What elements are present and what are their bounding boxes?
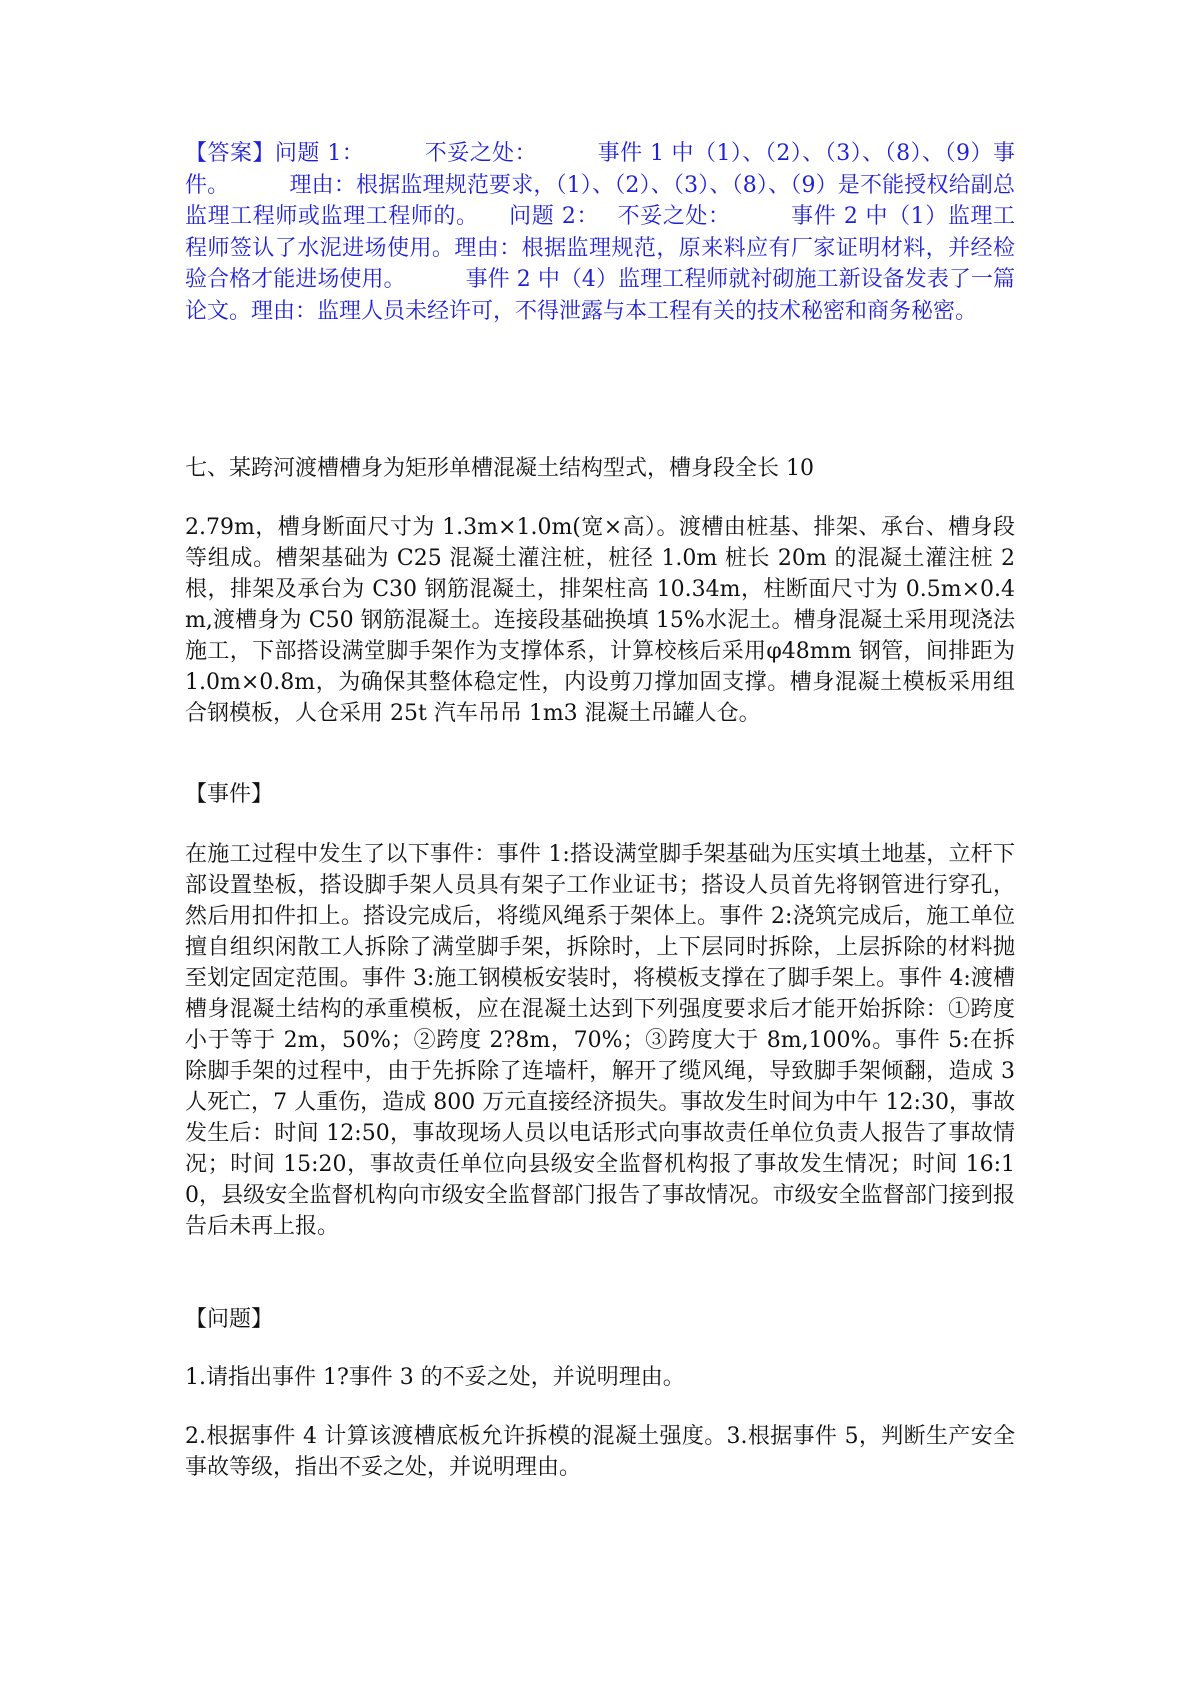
answer-q2-improper-label: 不妥之处： (617, 204, 731, 229)
question-heading: 【问题】 (185, 1307, 274, 1332)
answer-q2-item-1: 事件 2 中（1）监理工程师签认了水泥进场使用。理由：根据监理规范，原来料应有厂家证明材料，并经检验合格才能进场使用。 (185, 204, 1015, 292)
answer-q1-reason: 理由：根据监理规范要求，（1）、（2）、（3）、（8）、（9）是不能授权给副总监理工程师或监理工程师的。 (185, 172, 1015, 229)
question-item-2: 2.根据事件 4 计算该渡槽底板允许拆模的混凝土强度。3.根据事件 5，判断生产安全事故等级，指出不妥之处，并说明理由。 (185, 1424, 1015, 1480)
events-body: 在施工过程中发生了以下事件：事件 1:搭设满堂脚手架基础为压实填土地基，立杆下部设置垫板，搭设脚手架人员具有架子工作业证书；搭设人员首先将钢管进行穿孔，然后用扣件扣上。搭设完成后，将缆风绳系于架体上。事件 2:浇筑完成后，施工单位擅自组织闲散工人拆除了满堂脚手架，拆除时，上下层同时拆除，上层拆除的材料抛至划定固定范围。事件 3:施工钢模板安装时，将模板支撑在了脚手架上。事件 4:渡槽槽身混凝土结构的承重模板，应在混凝土达到下列强度要求后才能开始拆除：①跨度小于等于 2m，50%；②跨度 2?8m，70%；③跨度大于 8m,100%。事件 5:在拆除脚手架的过程中，由于先拆除了连墙杆，解开了缆风绳，导致脚手架倾翻，造成 3 人死亡，7 人重伤，造成 800 万元直接经济损失。事故发生时间为中午 12:30，事故发生后：时间 12:50，事故现场人员以电话形式向事故责任单位负责人报告了事故情况；时间 15:20，事故责任单位向县级安全监督机构报了事故发生情况；时间 16:10，县级安全监督机构向市级安全监督部门报告了事故情况。市级安全监督部门接到报告后未再上报。 (185, 842, 1015, 1239)
answer-q1-improper-label: 不妥之处： (424, 141, 538, 166)
answer-q1-label: 问题 1： (274, 141, 365, 166)
question-7-body: 2.79m，槽身断面尺寸为 1.3m×1.0m(宽×高）。渡槽由桩基、排架、承台、槽身段等组成。槽架基础为 C25 混凝土灌注桩，桩径 1.0m 桩长 20m 的混凝土灌注桩 2 根，排架及承台为 C30 钢筋混凝土，排架柱高 10.34m，柱断面尺寸为 0.5m×0.4m,渡槽身为 C50 钢筋混凝土。连接段基础换填 15%水泥土。槽身混凝土采用现浇法施工，下部搭设满堂脚手架作为支撑体系，计算校核后采用φ48mm 钢管，间排距为 1.0m×0.8m，为确保其整体稳定性，内设剪刀撑加固支撑。槽身混凝土模板采用组合钢模板，人仓采用 25t 汽车吊吊 1m3 混凝土吊罐人仓。 (185, 515, 1015, 726)
question-item-1: 1.请指出事件 1?事件 3 的不妥之处，并说明理由。 (185, 1365, 685, 1390)
question-7-title: 七、某跨河渡槽槽身为矩形单槽混凝土结构型式，槽身段全长 10 (185, 456, 814, 481)
answer-q2-item-2: 事件 2 中（4）监理工程师就衬砌施工新设备发表了一篇论文。理由：监理人员未经许可，不得泄露与本工程有关的技术秘密和商务秘密。 (185, 267, 1015, 324)
answer-block (185, 138, 1015, 327)
answer-label: 【答案】 (185, 141, 275, 166)
event-heading: 【事件】 (185, 782, 274, 807)
answer-q1-improper-text: 事件 1 中（1）、（2）、（3）、（8）、（9）事件。 (185, 141, 1015, 198)
answer-q2-label: 问题 2： (508, 204, 600, 229)
